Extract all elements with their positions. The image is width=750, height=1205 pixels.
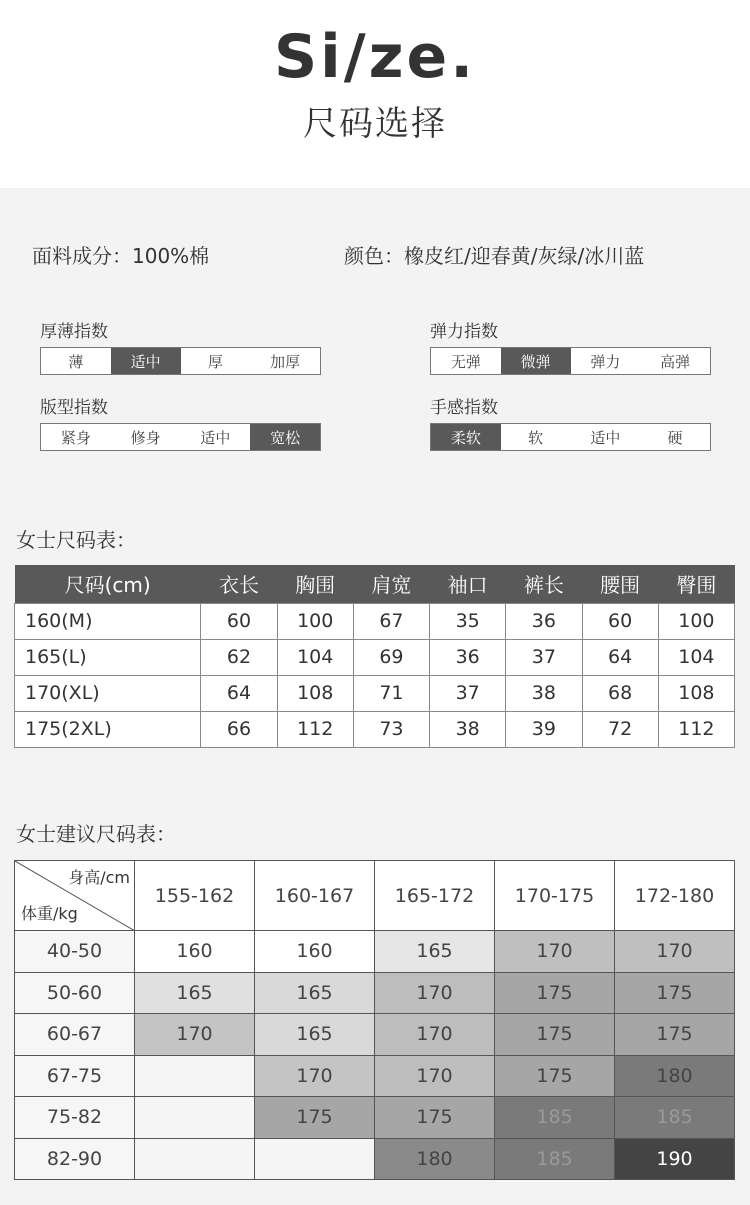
table-cell: 66	[201, 711, 277, 747]
recommended-size-cell: 175	[255, 1097, 375, 1139]
index-option: 微弹	[501, 348, 571, 374]
table-cell: 104	[277, 639, 353, 675]
feel-index-label: 手感指数	[430, 398, 498, 418]
table-cell: 72	[582, 711, 658, 747]
size-table	[14, 565, 735, 748]
recommended-size-cell: 170	[135, 1014, 255, 1056]
recommended-size-cell: 175	[495, 1055, 615, 1097]
table-cell: 37	[430, 675, 506, 711]
recommended-size-cell: 165	[375, 931, 495, 973]
table-row	[15, 675, 735, 711]
recommended-size-cell: 180	[375, 1138, 495, 1180]
table-row	[15, 1055, 735, 1097]
table-cell: 108	[277, 675, 353, 711]
recommended-size-cell: 170	[375, 972, 495, 1014]
table-row	[15, 931, 735, 973]
column-header: 臀围	[658, 565, 734, 603]
recommended-size-cell: 180	[615, 1055, 735, 1097]
table-cell: 100	[658, 603, 734, 639]
recommended-size-cell: 185	[495, 1138, 615, 1180]
column-header: 腰围	[582, 565, 658, 603]
table-cell: 60	[582, 603, 658, 639]
recommended-size-cell: 170	[495, 931, 615, 973]
index-option: 软	[528, 428, 544, 447]
fabric-composition: 面料成分：100%棉	[32, 244, 210, 268]
table-row	[15, 1014, 735, 1056]
table-cell: 35	[430, 603, 506, 639]
recommended-size-cell: 175	[615, 972, 735, 1014]
table-cell: 60	[201, 603, 277, 639]
thickness-index-label: 厚薄指数	[40, 322, 108, 342]
table-row	[15, 972, 735, 1014]
table-cell: 64	[201, 675, 277, 711]
weight-axis-label: 体重/kg	[21, 904, 78, 923]
recommended-size-table	[14, 860, 735, 1180]
index-option: 紧身	[60, 428, 91, 447]
recommended-size-cell: 160	[255, 931, 375, 973]
page-title: 尺码选择	[303, 104, 447, 144]
table-cell: 62	[201, 639, 277, 675]
size-table-header	[15, 565, 735, 603]
recommended-size-cell: 175	[495, 1014, 615, 1056]
column-header: 袖口	[430, 565, 506, 603]
recommended-size-cell	[135, 1097, 255, 1139]
column-header: 尺码(cm)	[15, 565, 201, 603]
height-range-header: 170-175	[495, 861, 615, 931]
index-option: 薄	[68, 352, 84, 371]
recommended-size-cell: 170	[255, 1055, 375, 1097]
column-header: 裤长	[506, 565, 582, 603]
table-cell: 165(L)	[15, 639, 201, 675]
table-corner	[15, 861, 135, 931]
index-option: 适中	[590, 428, 621, 447]
fit-index-bar	[40, 423, 321, 451]
header	[0, 0, 750, 188]
index-option: 厚	[207, 352, 223, 371]
color-options: 颜色：橡皮红/迎春黄/灰绿/冰川蓝	[344, 244, 645, 268]
table-cell: 104	[658, 639, 734, 675]
weight-range-label: 75-82	[15, 1097, 135, 1139]
feel-index-bar	[430, 423, 711, 451]
table-cell: 38	[506, 675, 582, 711]
table-cell: 108	[658, 675, 734, 711]
recommended-size-cell	[255, 1138, 375, 1180]
recommended-size-cell: 165	[255, 1014, 375, 1056]
table-row	[15, 639, 735, 675]
height-header-row	[15, 861, 735, 931]
recommended-size-cell: 175	[615, 1014, 735, 1056]
table-row	[15, 603, 735, 639]
elasticity-index-label: 弹力指数	[430, 322, 498, 342]
table-cell: 100	[277, 603, 353, 639]
weight-range-label: 67-75	[15, 1055, 135, 1097]
table-cell: 175(2XL)	[15, 711, 201, 747]
fit-index-label: 版型指数	[40, 398, 108, 418]
size-table-title: 女士尺码表：	[16, 528, 136, 552]
elasticity-index-bar	[430, 347, 711, 375]
recommended-size-cell: 175	[495, 972, 615, 1014]
recommended-size-cell: 185	[615, 1097, 735, 1139]
table-cell: 69	[353, 639, 429, 675]
height-range-header: 172-180	[615, 861, 735, 931]
table-cell: 39	[506, 711, 582, 747]
table-cell: 71	[353, 675, 429, 711]
table-cell: 37	[506, 639, 582, 675]
recommended-size-cell: 190	[615, 1138, 735, 1180]
weight-range-label: 82-90	[15, 1138, 135, 1180]
table-cell: 67	[353, 603, 429, 639]
thickness-index-bar	[40, 347, 321, 375]
height-axis-label: 身高/cm	[68, 868, 130, 887]
recommended-size-cell: 170	[375, 1014, 495, 1056]
table-cell: 36	[506, 603, 582, 639]
recommended-size-cell: 165	[135, 972, 255, 1014]
table-cell: 64	[582, 639, 658, 675]
column-header: 肩宽	[353, 565, 429, 603]
column-header: 胸围	[277, 565, 353, 603]
recommended-size-cell: 165	[255, 972, 375, 1014]
table-cell: 68	[582, 675, 658, 711]
recommended-size-cell: 170	[615, 931, 735, 973]
table-cell: 160(M)	[15, 603, 201, 639]
index-option: 适中	[200, 428, 231, 447]
table-cell: 73	[353, 711, 429, 747]
index-option: 硬	[667, 428, 683, 447]
column-header: 衣长	[201, 565, 277, 603]
table-cell: 112	[658, 711, 734, 747]
weight-range-label: 50-60	[15, 972, 135, 1014]
index-option: 加厚	[270, 352, 301, 371]
weight-range-label: 40-50	[15, 931, 135, 973]
table-row	[15, 711, 735, 747]
table-cell: 36	[430, 639, 506, 675]
index-option: 修身	[130, 428, 161, 447]
table-row	[15, 1138, 735, 1180]
recommended-size-cell	[135, 1138, 255, 1180]
index-option: 弹力	[590, 352, 621, 371]
recommended-size-cell: 175	[375, 1097, 495, 1139]
height-range-header: 155-162	[135, 861, 255, 931]
height-range-header: 165-172	[375, 861, 495, 931]
index-option: 高弹	[660, 352, 691, 371]
height-range-header: 160-167	[255, 861, 375, 931]
index-option: 宽松	[250, 424, 320, 450]
logo: Si/ze.	[273, 22, 477, 92]
index-option: 适中	[111, 348, 181, 374]
recommended-size-cell	[135, 1055, 255, 1097]
table-cell: 112	[277, 711, 353, 747]
table-cell: 170(XL)	[15, 675, 201, 711]
recommended-size-cell: 170	[375, 1055, 495, 1097]
recommended-size-table-title: 女士建议尺码表：	[16, 822, 176, 846]
table-cell: 38	[430, 711, 506, 747]
index-option: 无弹	[450, 352, 481, 371]
recommended-size-cell: 185	[495, 1097, 615, 1139]
index-option: 柔软	[431, 424, 501, 450]
table-row	[15, 1097, 735, 1139]
weight-range-label: 60-67	[15, 1014, 135, 1056]
recommended-size-cell: 160	[135, 931, 255, 973]
